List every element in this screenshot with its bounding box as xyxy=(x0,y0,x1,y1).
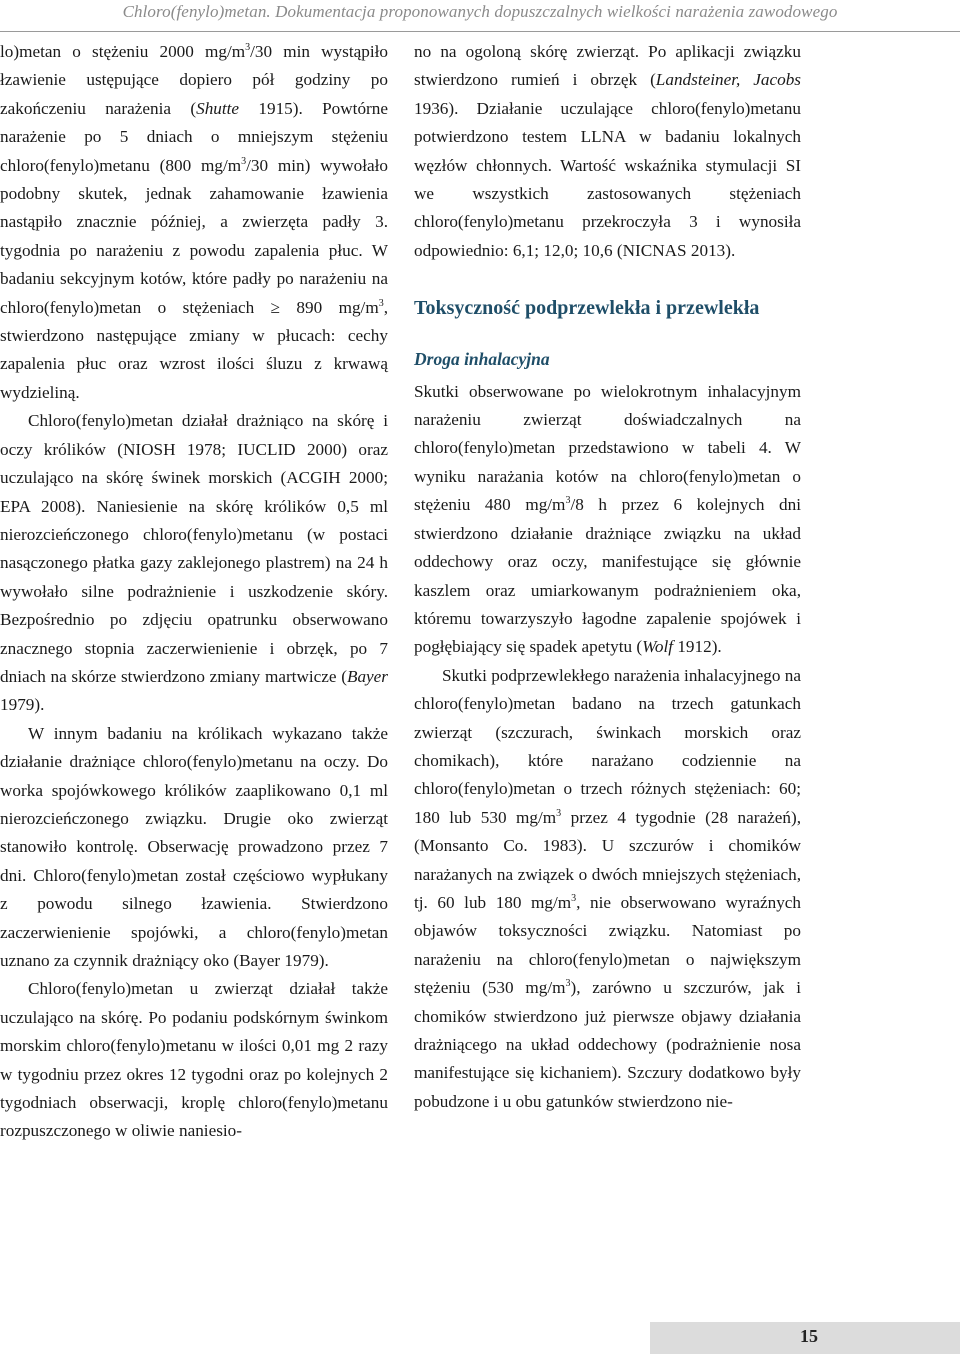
superscript: 3 xyxy=(565,495,571,507)
right-column xyxy=(414,38,801,1116)
paragraph xyxy=(0,975,388,1145)
superscript: 3 xyxy=(565,978,571,990)
text-run: no na ogoloną skórę zwierząt. Po aplikacji związku stwierdzono rumień i obrzęk ( xyxy=(414,42,801,90)
text-run: /30 min) wywołało podobny skutek, jednak zahamowanie łzawienia nastąpiło znacznie później, a zwierzęta padły 3. tygodnia po narażeniu z powodu zapalenia płuc. W badaniu sekcyjnym kotów, które padły po narażeniu na chloro(fenylo)metan o stężeniach ≥ 890 mg/m xyxy=(0,155,388,317)
paragraph xyxy=(0,720,388,976)
running-header xyxy=(0,2,960,22)
text-run: Skutki podprzewlekłego narażenia inhalacyjnego na chloro(fenylo)metan badano na trzech gatunkach zwierząt (szczurach, świnkach morskich oraz chomikach), które narażano codziennie na chloro(fenylo)metan o trzech różnych stężeniach: 60; 180 lub 530 mg/m xyxy=(414,665,801,827)
citation-author: Landsteiner, Jacobs xyxy=(655,70,801,90)
text-run: Skutki obserwowane po wielokrotnym inhalacyjnym narażeniu zwierząt doświadczalnych na chloro(fenylo)metan przedstawiono w tabeli 4. W wyniku narażania kotów na chloro(fenylo)metan o stężeniu 480 mg/m xyxy=(414,381,801,515)
paragraph xyxy=(414,378,801,662)
text-run: /30 min wystąpiło łzawienie ustępujące dopiero pół godziny po zakończeniu narażenia ( xyxy=(0,42,388,118)
paragraph xyxy=(414,662,801,1117)
text-run: Chloro(fenylo)metan działał drażniąco na skórę i oczy królików (NIOSH 1978; IUCLID 2000) oraz uczulająco na skórę świnek morskich (ACGIH 2000; EPA 2008). Naniesienie na skórę królików 0,5 ml nierozcieńczonego chloro(fenylo)metanu (w postaci nasączonego płatka gazy zaklejonego plastrem) na 24 h wywołało silne podrażnienie i uszkodzenie skóry. Bezpośrednio po zdjęciu opatrunku obserwowano znacznego stopnia zaczerwienienie i obrzęk, po 7 dniach na skórze stwierdzono zmiany martwicze ( xyxy=(0,411,388,686)
superscript: 3 xyxy=(378,297,384,309)
page-number: 15 xyxy=(800,1326,818,1346)
text-run: , stwierdzono następujące zmiany w płucach: cechy zapalenia płuc oraz wzrost ilości śluzu z krwawą wydzieliną. xyxy=(0,297,388,402)
citation-author: Shutte xyxy=(196,98,240,118)
text-run: 1912). xyxy=(673,637,722,657)
running-title: Chloro(fenylo)metan. Dokumentacja proponowanych dopuszczalnych wielkości narażenia zawodowego xyxy=(122,2,838,21)
text-run: , nie obserwowano wyraźnych objawów toksyczności związku. Natomiast po narażeniu na chloro(fenylo)metan o największym stężeniu (530 mg/m xyxy=(414,892,802,998)
subsection-heading: Droga inhalacyjna xyxy=(414,349,550,370)
header-rule xyxy=(0,31,960,32)
superscript: 3 xyxy=(556,807,562,819)
text-run: W innym badaniu na królikach wykazano także działanie drażniące chloro(fenylo)metanu na oczy. Do worka spojówkowego królików zaaplikowano 0,1 ml nierozcieńczonego związku. Drugie oko zwierząt stanowiło kontrolę. Obserwację prowadzono przez 7 dni. Chloro(fenylo)metan został częściowo wypłukany z powodu silnego łzawienia. Stwierdzono zaczerwienienie spojówki, a chloro(fenylo)metan uznano za czynnik drażniący oko (Bayer 1979). xyxy=(0,723,388,970)
text-run: lo)metan o stężeniu 2000 mg/m xyxy=(0,42,246,61)
text-run: /8 h przez 6 kolejnych dni stwierdzono działanie drażniące związku na układ oddechowy oraz oczy, manifestujące się głównie kaszlem oraz umiarkowanym podrażnieniem oka, któremu towarzyszyło łagodne zapalenie spojówek i pogłębiający się spadek apetytu ( xyxy=(414,495,802,657)
text-run: przez 4 tygodnie (28 narażeń), (Monsanto Co. 1983). U szczurów i chomików narażanych na związek o dwóch mniejszych stężeniach, tj. 60 lub 180 mg/m xyxy=(414,807,801,912)
text-run: 1936). Działanie uczulające chloro(fenylo)metanu potwierdzono testem LLNA w badaniu lokalnych węzłów chłonnych. Wartość wskaźnika stymulacji SI we wszystkich zastosowanych stężeniach chloro(fenylo)metanu przekroczyła 3 i wynosiła odpowiednio: 6,1; 12,0; 10,6 (NICNAS 2013). xyxy=(414,98,801,260)
paragraph xyxy=(0,38,388,407)
text-run: Chloro(fenylo)metan u zwierząt działał także uczulająco na skórę. Po podaniu podskórnym świnkom morskim chloro(fenylo)metanu w ilości 0,01 mg 2 razy w tygodniu przez okres 12 tygodni oraz po kolejnych 2 tygodniach obserwacji, kroplę chloro(fenylo)metanu rozpuszczonego w oliwie naniesio- xyxy=(0,979,388,1141)
citation-author: Bayer xyxy=(346,666,388,686)
superscript: 3 xyxy=(245,42,251,53)
section-heading: Toksyczność podprzewlekła i przewlekła xyxy=(414,297,760,320)
superscript: 3 xyxy=(241,155,247,167)
paragraph xyxy=(414,38,801,265)
superscript: 3 xyxy=(571,892,577,904)
footer-bar xyxy=(650,1322,960,1354)
text-run: ), zarówno u szczurów, jak i chomików stwierdzono już pierwsze objawy działania drażniącego na układ oddechowy (podrażnienie nosa manifestujące się kichaniem). Szczury dodatkowo były pobudzone i u obu gatunków stwierdzono nie- xyxy=(414,978,801,1111)
left-column xyxy=(0,38,388,1146)
citation-author: Wolf xyxy=(642,637,674,657)
paragraph xyxy=(0,407,388,719)
text-run: 1915). Powtórne narażenie po 5 dniach o mniejszym stężeniu chloro(fenylo)metanu (800 mg/m xyxy=(0,98,388,175)
text-run: 1979). xyxy=(0,695,45,715)
